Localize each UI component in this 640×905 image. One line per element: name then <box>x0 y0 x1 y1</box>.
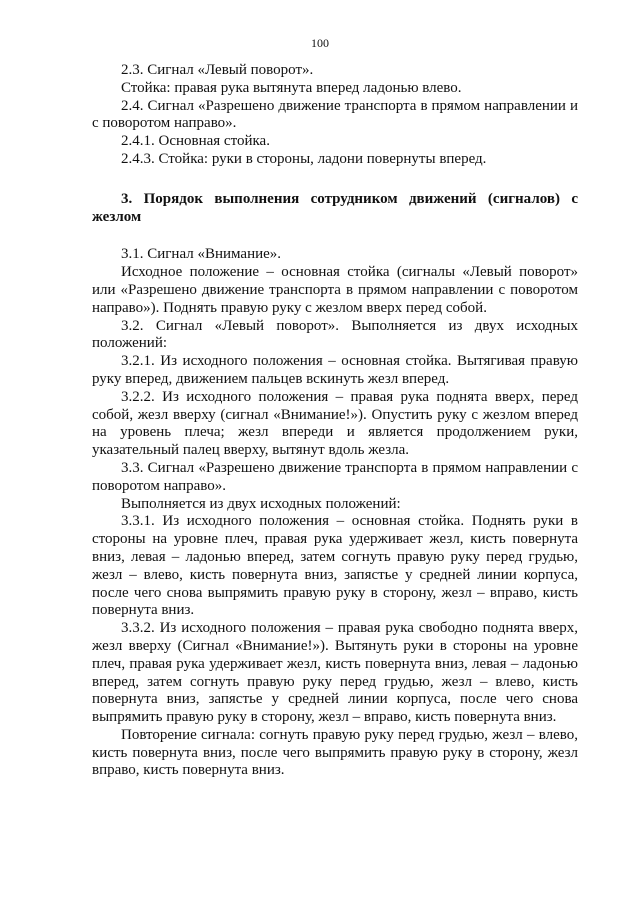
paragraph-3-2-2: 3.2.2. Из исходного положения – правая рука поднята вверх, перед собой, жезл вверху (сигнал «Внимание!»). Опустить руку с жезлом вперед на уровень плеча; жезл впереди и является продолжением руки, указательный палец вверху, вытянут вдоль жезла. <box>92 388 578 459</box>
paragraph-2-4-1: 2.4.1. Основная стойка. <box>121 133 270 150</box>
paragraph-3-3-2: 3.3.2. Из исходного положения – правая рука свободно поднята вверх, жезл вверху (Сигнал «Внимание!»). Вытянуть руки в стороны на уровне плеч, правая рука удерживает жезл, кисть повернута вниз, левая – ладонью вперед, затем согнуть правую руку перед грудью, жезл – влево, кисть повернута вниз, запястье у средней линии корпуса, после чего снова выпрямить правую руку в сторону, жезл – вправо, кисть повернута вниз. <box>92 620 578 726</box>
paragraph-repeat-signal: Повторение сигнала: согнуть правую руку перед грудью, жезл – влево, кисть повернута вниз, после чего выпрямить правую руку в сторону, жезл вправо, кисть повернута вниз. <box>92 726 578 779</box>
paragraph-3-3-intro: Выполняется из двух исходных положений: <box>121 495 401 512</box>
page-body <box>92 62 578 780</box>
spacer <box>92 169 578 191</box>
paragraph-3-2: 3.2. Сигнал «Левый поворот». Выполняется из двух исходных положений: <box>92 317 578 352</box>
paragraph-3-3: 3.3. Сигнал «Разрешено движение транспорта в прямом направлении с поворотом направо». <box>92 459 578 494</box>
page-number: 100 <box>311 36 329 50</box>
paragraph-3-2-1: 3.2.1. Из исходного положения – основная стойка. Вытягивая правую руку вперед, движением пальцев вскинуть жезл вперед. <box>92 353 578 387</box>
paragraph-2-4-3: 2.4.3. Стойка: руки в стороны, ладони повернуты вперед. <box>121 150 487 167</box>
paragraph-2-3: 2.3. Сигнал «Левый поворот». <box>121 62 314 78</box>
spacer <box>92 226 578 246</box>
paragraph-3-1: 3.1. Сигнал «Внимание». <box>121 246 282 263</box>
paragraph-2-3-stance: Стойка: правая рука вытянута вперед ладонью влево. <box>121 79 462 96</box>
section-heading: 3. Порядок выполнения сотрудником движений (сигналов) с жезлом <box>92 190 578 225</box>
paragraph-3-1-description: Исходное положение – основная стойка (сигналы «Левый поворот» или «Разрешено движение транспорта в прямом направлении с поворотом направо»). Поднять правую руку с жезлом вверх перед собой. <box>92 264 578 316</box>
paragraph-3-3-1: 3.3.1. Из исходного положения – основная стойка. Поднять руки в стороны на уровне плеч, правая рука удерживает жезл, кисть повернута вниз, левая – ладонью вперед, затем согнуть правую руку перед грудью, жезл – влево, кисть повернута вниз, запястье у средней линии корпуса, после чего снова выпрямить правую руку в сторону, жезл – вправо, кисть повернута вниз. <box>92 513 578 619</box>
paragraph-2-4: 2.4. Сигнал «Разрешено движение транспорта в прямом направлении и с поворотом направо». <box>92 97 578 132</box>
